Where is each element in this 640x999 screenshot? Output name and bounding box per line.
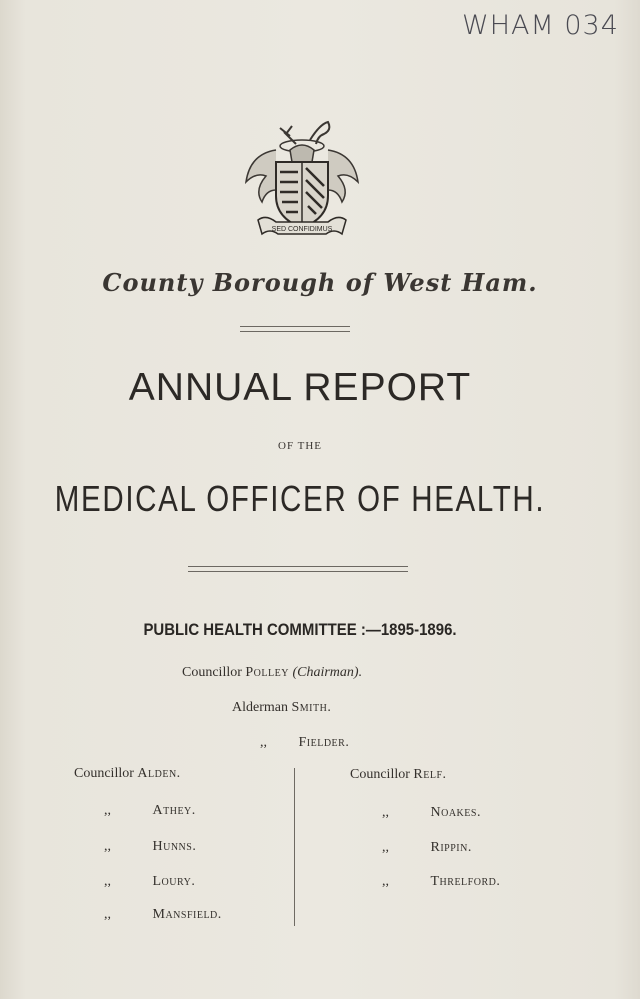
right-column-title: Councillor [350, 767, 410, 782]
chair-role: (Chairman). [292, 665, 363, 680]
right-member-name: Relf. [413, 767, 447, 782]
ditto-mark: ,, [382, 805, 389, 820]
committee-heading: PUBLIC HEALTH COMMITTEE :—1895-1896. [143, 620, 457, 639]
report-subtitle: MEDICAL OFFICER OF HEALTH. [54, 478, 546, 519]
ditto-mark: ,, [104, 839, 111, 854]
borough-crest [236, 110, 368, 245]
right-member-3 [382, 840, 472, 856]
right-member-2 [382, 805, 481, 821]
ditto-mark: ,, [382, 874, 389, 889]
report-title: ANNUAL REPORT [128, 366, 472, 409]
fielder-name: Fielder. [298, 735, 350, 750]
borough-heading: County Borough of West Ham. [102, 268, 538, 297]
crest-motto: SED CONFIDIMUS [271, 226, 333, 233]
left-member-2 [104, 803, 196, 819]
ditto-mark: ,, [382, 840, 389, 855]
left-member-5 [104, 907, 222, 923]
left-column-title: Councillor [74, 766, 134, 781]
chair-title: Councillor [182, 665, 242, 680]
right-member-name: Threlford. [430, 874, 501, 889]
left-member-name: Hunns. [152, 839, 197, 854]
left-member-name: Alden. [137, 766, 181, 781]
right-member-4 [382, 874, 500, 890]
right-member-1 [350, 767, 447, 783]
chair-name: Polley [245, 665, 289, 680]
alderman-name: Smith. [291, 700, 332, 715]
fielder-line [260, 735, 349, 751]
ditto-mark: ,, [260, 735, 267, 750]
divider-top [240, 326, 350, 332]
left-member-1 [74, 766, 181, 782]
right-member-name: Rippin. [430, 840, 472, 855]
left-member-name: Athey. [152, 803, 196, 818]
left-member-name: Loury. [152, 874, 196, 889]
divider-bottom [188, 566, 408, 572]
archive-reference: WHAM 034 [462, 10, 619, 41]
left-member-3 [104, 839, 196, 855]
column-divider [294, 768, 295, 926]
ditto-mark: ,, [104, 874, 111, 889]
ditto-mark: ,, [104, 803, 111, 818]
ditto-mark: ,, [104, 907, 111, 922]
left-member-name: Mansfield. [152, 907, 222, 922]
of-the-line: OF THE [278, 440, 322, 452]
left-member-4 [104, 874, 195, 890]
right-member-name: Noakes. [430, 805, 481, 820]
alderman-title: Alderman [232, 700, 288, 715]
alderman-line [232, 700, 331, 716]
chairman-line [182, 665, 362, 681]
